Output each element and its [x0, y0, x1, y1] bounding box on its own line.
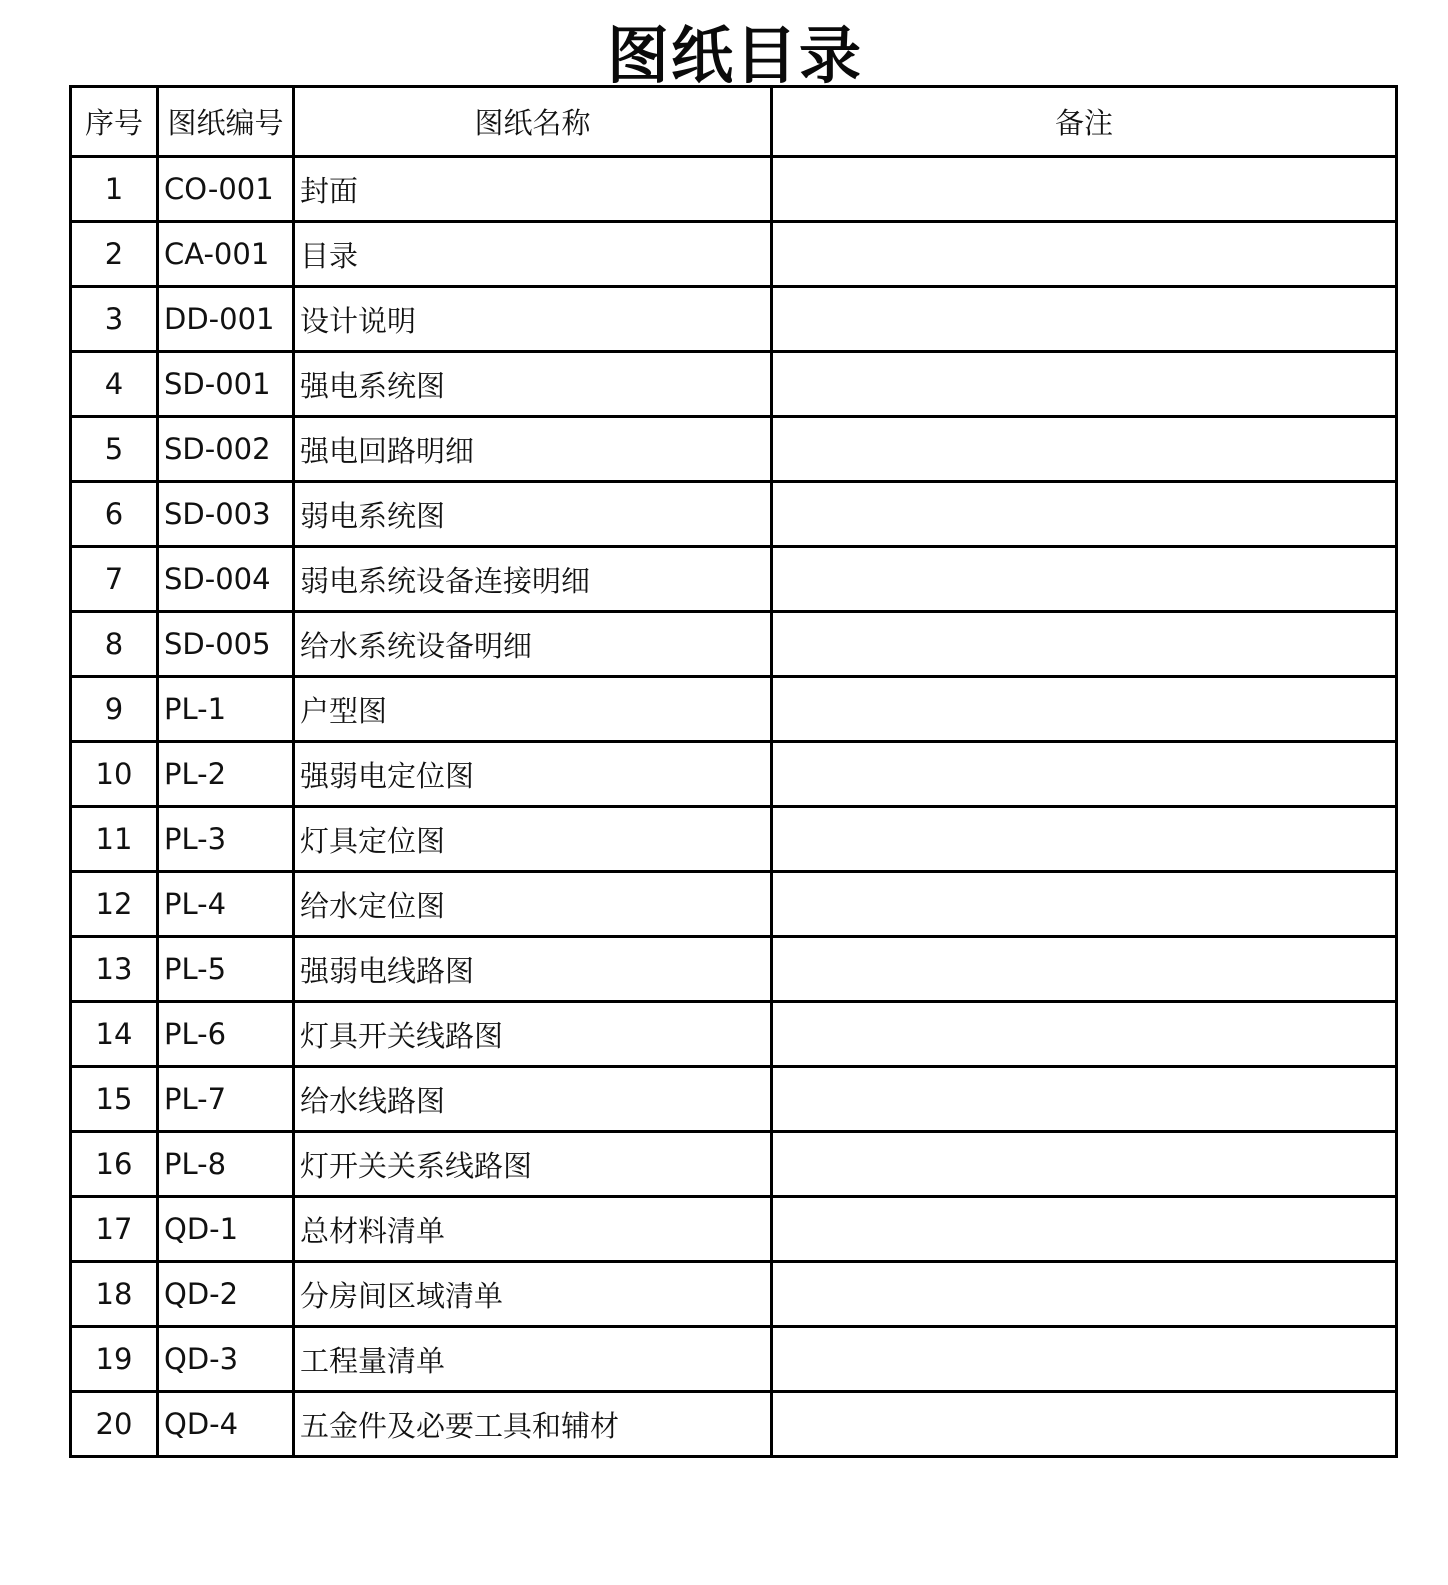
cell-serial-number: 14	[71, 1002, 158, 1067]
cell-remarks	[772, 1197, 1397, 1262]
cell-drawing-name: 给水线路图	[294, 1067, 772, 1132]
cell-drawing-code: QD-4	[158, 1392, 294, 1457]
drawing-catalog-table	[69, 85, 1398, 1458]
cell-drawing-name: 封面	[294, 157, 772, 222]
header-drawing-name: 图纸名称	[294, 87, 772, 157]
cell-serial-number: 15	[71, 1067, 158, 1132]
page-title: 图纸目录	[606, 19, 863, 92]
table-row	[71, 612, 1397, 677]
cell-drawing-code: CA-001	[158, 222, 294, 287]
cell-drawing-code: PL-4	[158, 872, 294, 937]
table-row	[71, 482, 1397, 547]
cell-drawing-code: DD-001	[158, 287, 294, 352]
cell-serial-number: 17	[71, 1197, 158, 1262]
cell-serial-number: 10	[71, 742, 158, 807]
cell-remarks	[772, 872, 1397, 937]
cell-drawing-name: 总材料清单	[294, 1197, 772, 1262]
table-row	[71, 1197, 1397, 1262]
cell-drawing-name: 设计说明	[294, 287, 772, 352]
cell-drawing-name: 强弱电定位图	[294, 742, 772, 807]
table-row	[71, 1392, 1397, 1457]
cell-drawing-code: PL-1	[158, 677, 294, 742]
cell-drawing-code: QD-1	[158, 1197, 294, 1262]
table-row	[71, 547, 1397, 612]
cell-serial-number: 20	[71, 1392, 158, 1457]
cell-serial-number: 9	[71, 677, 158, 742]
table-row	[71, 1132, 1397, 1197]
table-row	[71, 352, 1397, 417]
table-row	[71, 417, 1397, 482]
cell-remarks	[772, 1067, 1397, 1132]
cell-drawing-code: SD-002	[158, 417, 294, 482]
cell-drawing-code: QD-3	[158, 1327, 294, 1392]
cell-remarks	[772, 1002, 1397, 1067]
cell-remarks	[772, 547, 1397, 612]
cell-drawing-name: 户型图	[294, 677, 772, 742]
cell-drawing-code: PL-5	[158, 937, 294, 1002]
cell-drawing-code: SD-003	[158, 482, 294, 547]
cell-drawing-name: 分房间区域清单	[294, 1262, 772, 1327]
cell-remarks	[772, 222, 1397, 287]
cell-drawing-code: PL-7	[158, 1067, 294, 1132]
cell-drawing-name: 灯具开关线路图	[294, 1002, 772, 1067]
table-row	[71, 872, 1397, 937]
cell-drawing-code: CO-001	[158, 157, 294, 222]
table-row	[71, 1067, 1397, 1132]
cell-remarks	[772, 807, 1397, 872]
cell-drawing-name: 强电回路明细	[294, 417, 772, 482]
table-row	[71, 222, 1397, 287]
cell-drawing-code: SD-004	[158, 547, 294, 612]
cell-drawing-name: 弱电系统图	[294, 482, 772, 547]
cell-serial-number: 19	[71, 1327, 158, 1392]
table-row	[71, 1327, 1397, 1392]
cell-remarks	[772, 1132, 1397, 1197]
header-serial-number: 序号	[71, 87, 158, 157]
cell-serial-number: 7	[71, 547, 158, 612]
cell-serial-number: 12	[71, 872, 158, 937]
table-row	[71, 742, 1397, 807]
cell-remarks	[772, 1327, 1397, 1392]
table-row	[71, 937, 1397, 1002]
table-row	[71, 807, 1397, 872]
cell-serial-number: 16	[71, 1132, 158, 1197]
cell-serial-number: 18	[71, 1262, 158, 1327]
cell-serial-number: 3	[71, 287, 158, 352]
cell-remarks	[772, 937, 1397, 1002]
cell-drawing-code: SD-001	[158, 352, 294, 417]
cell-drawing-name: 给水系统设备明细	[294, 612, 772, 677]
cell-serial-number: 1	[71, 157, 158, 222]
table-row	[71, 677, 1397, 742]
cell-drawing-name: 工程量清单	[294, 1327, 772, 1392]
cell-drawing-code: PL-6	[158, 1002, 294, 1067]
cell-drawing-code: SD-005	[158, 612, 294, 677]
cell-remarks	[772, 677, 1397, 742]
cell-drawing-name: 强电系统图	[294, 352, 772, 417]
header-remarks: 备注	[772, 87, 1397, 157]
table-row	[71, 1262, 1397, 1327]
cell-remarks	[772, 157, 1397, 222]
cell-remarks	[772, 742, 1397, 807]
table-row	[71, 157, 1397, 222]
cell-serial-number: 11	[71, 807, 158, 872]
cell-drawing-name: 强弱电线路图	[294, 937, 772, 1002]
cell-drawing-name: 给水定位图	[294, 872, 772, 937]
cell-drawing-name: 五金件及必要工具和辅材	[294, 1392, 772, 1457]
cell-drawing-code: PL-8	[158, 1132, 294, 1197]
table-row	[71, 1002, 1397, 1067]
cell-serial-number: 13	[71, 937, 158, 1002]
cell-remarks	[772, 612, 1397, 677]
cell-remarks	[772, 352, 1397, 417]
cell-serial-number: 5	[71, 417, 158, 482]
cell-serial-number: 8	[71, 612, 158, 677]
cell-drawing-name: 灯开关关系线路图	[294, 1132, 772, 1197]
table-header-row	[71, 87, 1397, 157]
cell-serial-number: 4	[71, 352, 158, 417]
cell-remarks	[772, 482, 1397, 547]
cell-remarks	[772, 1392, 1397, 1457]
cell-serial-number: 6	[71, 482, 158, 547]
cell-drawing-code: PL-3	[158, 807, 294, 872]
cell-remarks	[772, 417, 1397, 482]
cell-drawing-name: 弱电系统设备连接明细	[294, 547, 772, 612]
cell-serial-number: 2	[71, 222, 158, 287]
cell-drawing-code: QD-2	[158, 1262, 294, 1327]
header-drawing-code: 图纸编号	[158, 87, 294, 157]
table-row	[71, 287, 1397, 352]
cell-drawing-code: PL-2	[158, 742, 294, 807]
cell-remarks	[772, 1262, 1397, 1327]
cell-drawing-name: 目录	[294, 222, 772, 287]
cell-drawing-name: 灯具定位图	[294, 807, 772, 872]
cell-remarks	[772, 287, 1397, 352]
